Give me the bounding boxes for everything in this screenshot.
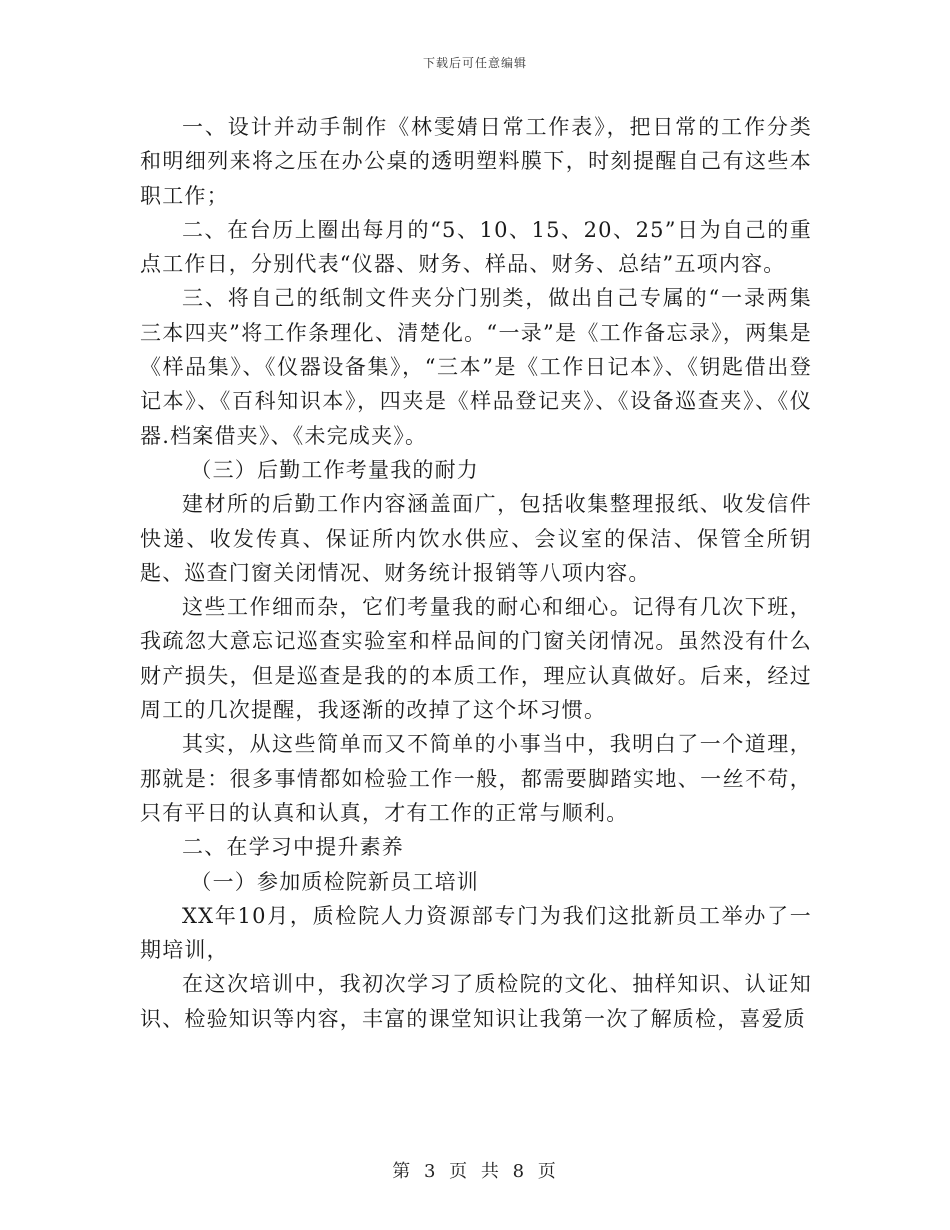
paragraph-lesson: 其实，从这些简单而又不简单的小事当中，我明白了一个道理，那就是：很多事情都如检验工作一般，都需要脚踏实地、一丝不苟，只有平日的认真和认真，才有工作的正常与顺利。 xyxy=(140,732,812,825)
paragraph-training-intro: XX年10月，质检院人力资源部专门为我们这批新员工举办了一期培训， xyxy=(140,903,812,963)
paragraph-design-worksheet: 一、设计并动手制作《林雯婧日常工作表》，把日常的工作分类和明细列来将之压在办公桌的透明塑料膜下，时刻提醒自己有这些本职工作； xyxy=(140,115,812,208)
paragraph-file-folders: 三、将自己的纸制文件夹分门别类，做出自己专属的“一录两集三本四夹”将工作条理化、清楚化。“一录”是《工作备忘录》，两集是《样品集》、《仪器设备集》，“三本”是《工作日记本》、《钥匙借出登记本》、《百科知识本》，四夹是《样品登记夹》、《设备巡查夹》、《仪器.档案借夹》、《未完成夹》。 xyxy=(140,286,812,448)
paragraph-patience: 这些工作细而杂，它们考量我的耐心和细心。记得有几次下班，我疏忽大意忘记巡查实验室和样品间的门窗关闭情况。虽然没有什么财产损失，但是巡查是我的的本质工作，理应认真做好。后来，经过周工的几次提醒，我逐渐的改掉了这个坏习惯。 xyxy=(140,595,812,723)
section-heading-logistics: （三）后勤工作考量我的耐力 xyxy=(190,457,479,482)
header-note: 下载后可任意编辑 xyxy=(422,56,527,70)
paragraph-key-workdays: 二、在台历上圈出每月的“5、10、15、20、25”日为自己的重点工作日，分别代表“仪器、财务、样品、财务、总结”五项内容。 xyxy=(140,217,812,277)
section-heading-learning: 二、在学习中提升素养 xyxy=(182,835,404,860)
paragraph-training-content: 在这次培训中，我初次学习了质检院的文化、抽样知识、认证知识、检验知识等内容，丰富的课堂知识让我第一次了解质检，喜爱质 xyxy=(140,972,812,1031)
section-heading-training: （一）参加质检院新员工培训 xyxy=(190,869,479,894)
document-body xyxy=(140,110,812,1036)
paragraph-logistics-scope: 建材所的后勤工作内容涵盖面广，包括收集整理报纸、收发信件快递、收发传真、保证所内饮水供应、会议室的保洁、保管全所钥匙、巡查门窗关闭情况、财务统计报销等八项内容。 xyxy=(140,492,812,585)
page-number: 第 3 页 共 8 页 xyxy=(392,1161,558,1182)
